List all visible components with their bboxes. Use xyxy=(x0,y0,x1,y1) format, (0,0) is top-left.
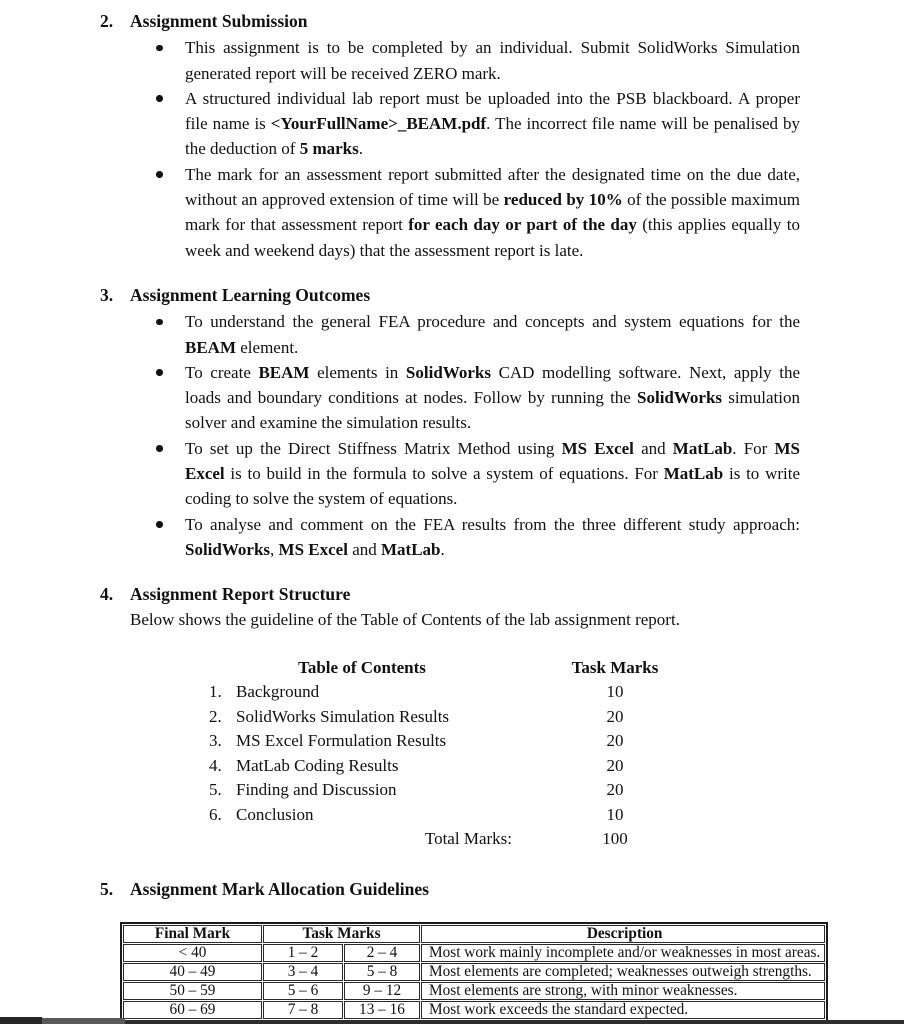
cell-task-marks-1: 3 – 4 xyxy=(263,963,343,981)
toc-item-number: 6. xyxy=(209,804,222,824)
cell-final-mark: 60 – 69 xyxy=(123,1001,262,1019)
toc-item-label: Background xyxy=(236,682,320,702)
toc-header-contents: Table of Contents xyxy=(298,657,426,677)
cell-task-marks-2: 9 – 12 xyxy=(344,982,420,1000)
header-description: Description xyxy=(421,925,825,943)
header-final-mark: Final Mark xyxy=(123,925,262,943)
section-number: 3. xyxy=(100,285,114,305)
cell-final-mark: < 40 xyxy=(123,944,262,962)
section-title: Assignment Learning Outcomes xyxy=(130,285,371,305)
toc-header-task-marks: Task Marks xyxy=(571,657,659,677)
bullet-list xyxy=(0,35,904,263)
section-number: 4. xyxy=(100,584,114,604)
cell-task-marks-1: 7 – 8 xyxy=(263,1001,343,1019)
section-learning-outcomes xyxy=(0,283,904,562)
cell-task-marks-1: 5 – 6 xyxy=(263,982,343,1000)
bullet-text: A structured individual lab report must be uploaded into the PSB blackboard. A proper file name is <YourFullName>_BEAM.pdf. The incorrect file name will be penalised by the deduction of 5 marks. xyxy=(185,88,800,159)
section-heading xyxy=(100,283,904,308)
section-title: Assignment Submission xyxy=(130,11,308,31)
window-edge-right xyxy=(125,1020,904,1024)
section-assignment-submission xyxy=(0,9,904,263)
bullet-item xyxy=(185,309,800,360)
toc-item-label: Finding and Discussion xyxy=(236,780,397,800)
cell-description: Most elements are completed; weaknesses outweigh strengths. xyxy=(421,963,825,981)
bullet-item xyxy=(185,360,800,436)
toc-item-marks: 20 xyxy=(606,731,624,751)
toc-item-number: 4. xyxy=(209,755,222,775)
toc-item-number: 2. xyxy=(209,706,222,726)
cell-task-marks-2: 2 – 4 xyxy=(344,944,420,962)
cell-task-marks-2: 13 – 16 xyxy=(344,1001,420,1019)
table-header-row xyxy=(123,925,825,943)
bullet-item xyxy=(185,436,800,512)
bullet-icon xyxy=(156,445,163,452)
toc-item-label: Conclusion xyxy=(236,804,314,824)
bullet-text: To create BEAM elements in SolidWorks CAD modelling software. Next, apply the loads and boundary conditions at nodes. Follow by running the SolidWorks simulation solver and examine the simulation results. xyxy=(185,362,800,433)
toc-item-label: MatLab Coding Results xyxy=(236,755,399,775)
bullet-text: To analyse and comment on the FEA results from the three different study approach: SolidWorks, MS Excel and MatLab. xyxy=(185,514,800,559)
toc-item-label: SolidWorks Simulation Results xyxy=(236,706,450,726)
bullet-item xyxy=(185,162,800,263)
window-edge-middle xyxy=(42,1018,125,1024)
bullet-icon xyxy=(156,171,163,178)
toc-header-row xyxy=(0,656,904,681)
toc-total-row xyxy=(0,827,904,852)
bullet-text: To set up the Direct Stiffness Matrix Method using MS Excel and MatLab. For MS Excel is to build in the formula to solve a system of equations. For MatLab is to write coding to solve the system of equations. xyxy=(185,438,800,509)
cell-description: Most work mainly incomplete and/or weaknesses in most areas. xyxy=(421,944,825,962)
toc-total-value: 100 xyxy=(602,829,628,849)
table-row xyxy=(123,982,825,1000)
section-mark-allocation xyxy=(0,877,904,1018)
section-intro-text: Below shows the guideline of the Table of Contents of the lab assignment report. xyxy=(130,610,680,630)
toc-item-marks: 20 xyxy=(606,780,624,800)
cell-task-marks-1: 1 – 2 xyxy=(263,944,343,962)
bullet-list xyxy=(0,309,904,562)
toc-row xyxy=(0,680,904,705)
bullet-item xyxy=(185,35,800,86)
table-row xyxy=(123,963,825,981)
bullet-item xyxy=(185,512,800,563)
section-title: Assignment Report Structure xyxy=(130,584,351,604)
table-row xyxy=(123,1001,825,1019)
toc-item-marks: 20 xyxy=(606,755,624,775)
toc-item-number: 1. xyxy=(209,682,222,702)
cell-description: Most elements are strong, with minor weaknesses. xyxy=(421,982,825,1000)
section-title: Assignment Mark Allocation Guidelines xyxy=(130,879,429,899)
toc-row xyxy=(0,778,904,803)
bullet-icon xyxy=(156,319,163,326)
toc-item-marks: 10 xyxy=(606,682,624,702)
toc-item-marks: 10 xyxy=(606,804,624,824)
bullet-icon xyxy=(156,521,163,528)
header-task-marks: Task Marks xyxy=(263,925,420,943)
bullet-icon xyxy=(156,369,163,376)
cell-task-marks-2: 5 – 8 xyxy=(344,963,420,981)
section-heading xyxy=(100,582,904,607)
cell-description: Most work exceeds the standard expected. xyxy=(421,1001,825,1019)
bullet-text: The mark for an assessment report submitted after the designated time on the due date, without an approved extension of time will be reduced by 10% of the possible maximum mark for that assessment report for each day or part of the day (this applies equally to week and weekend days) that the assessment report is late. xyxy=(185,164,801,260)
section-heading xyxy=(100,877,904,902)
section-heading xyxy=(100,9,904,34)
cell-final-mark: 40 – 49 xyxy=(123,963,262,981)
bullet-text: To understand the general FEA procedure and concepts and system equations for the BEAM element. xyxy=(185,312,800,357)
mark-allocation-table xyxy=(120,922,828,1022)
bullet-item xyxy=(185,86,800,162)
window-edge-left xyxy=(0,1017,42,1024)
cell-final-mark: 50 – 59 xyxy=(123,982,262,1000)
section-number: 5. xyxy=(100,879,114,899)
bullet-icon xyxy=(156,45,163,52)
toc-row xyxy=(0,754,904,779)
toc-row xyxy=(0,705,904,730)
section-number: 2. xyxy=(100,11,114,31)
toc-item-number: 5. xyxy=(209,780,222,800)
toc-row xyxy=(0,803,904,828)
section-report-structure xyxy=(0,582,904,852)
bullet-text: This assignment is to be completed by an individual. Submit SolidWorks Simulation generated report will be received ZERO mark. xyxy=(185,38,800,83)
toc-item-marks: 20 xyxy=(606,706,624,726)
toc-item-label: MS Excel Formulation Results xyxy=(236,731,447,751)
toc-item-number: 3. xyxy=(209,731,222,751)
toc-row xyxy=(0,729,904,754)
table-of-contents xyxy=(0,656,904,852)
table-row xyxy=(123,944,825,962)
bullet-icon xyxy=(156,95,163,102)
toc-total-label: Total Marks: xyxy=(424,829,512,849)
